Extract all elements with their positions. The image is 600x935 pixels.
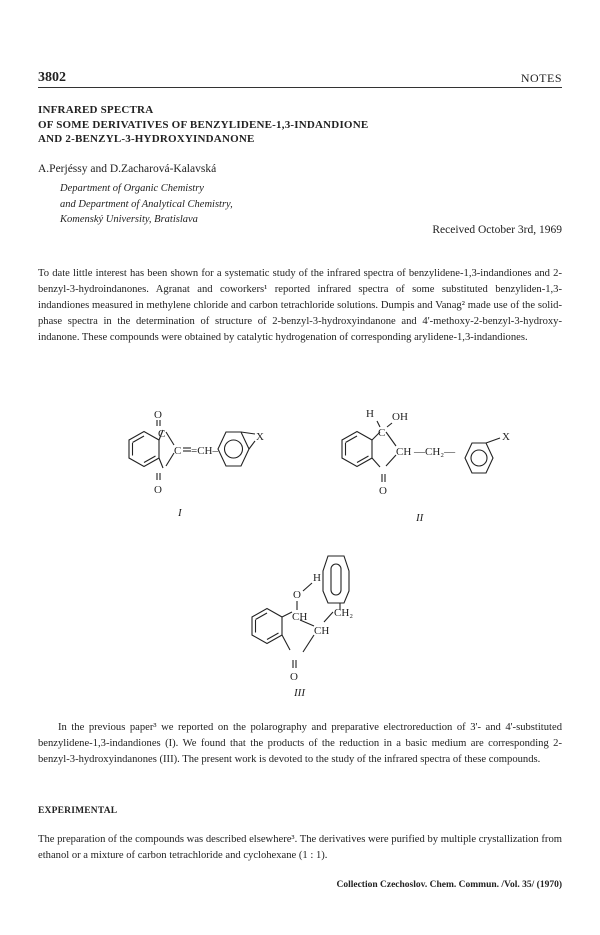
atom-label: X	[502, 431, 510, 443]
atom-label: CH	[314, 625, 330, 637]
page-number: 3802	[38, 70, 66, 85]
atom-label: H	[366, 408, 374, 420]
atom-label: =CH–	[191, 445, 218, 457]
atom-label: OH	[392, 411, 408, 423]
atom-label: C	[378, 427, 386, 439]
structure-label-I: I	[178, 507, 182, 519]
structure-label-III: III	[294, 687, 305, 699]
title-line: INFRARED SPECTRA	[38, 104, 154, 116]
journal-footer: Collection Czechoslov. Chem. Commun. /Vol. 35/ (1970)	[336, 880, 562, 890]
atom-label: CH	[292, 611, 308, 623]
experimental-paragraph: The preparation of the compounds was described elsewhere³. The derivatives were purified by multiple crystallization from ethanol or a mixture of carbon tetrachloride and cyclohexane (1 : 1).	[38, 834, 562, 861]
atom-label: CH₂	[334, 607, 354, 619]
structure-label-II: II	[416, 512, 424, 524]
atom-label: CH	[396, 446, 412, 458]
affiliation-line: Komenský University, Bratislava	[60, 214, 198, 225]
affiliation-line: Department of Organic Chemistry	[60, 183, 204, 194]
atom-label: H	[313, 572, 321, 584]
title-line: OF SOME DERIVATIVES OF BENZYLIDENE-1,3-INDANDIONE	[38, 118, 369, 131]
atom-label: C	[174, 445, 182, 457]
atom-label: O	[293, 589, 301, 601]
atom-label: O	[290, 671, 298, 683]
title-line: AND 2-BENZYL-3-HYDROXYINDANONE	[38, 133, 255, 145]
atom-label: O	[154, 484, 162, 496]
atom-label: —CH₂—	[414, 446, 456, 458]
authors: A.Perjéssy and D.Zacharová-Kalavská	[38, 163, 217, 175]
atom-label: O	[154, 409, 162, 421]
received-date: Received October 3rd, 1969	[432, 224, 562, 236]
body-paragraph	[38, 720, 562, 768]
affiliation-line: and Department of Analytical Chemistry,	[60, 198, 233, 210]
intro-paragraph: To date little interest has been shown for a systematic study of the infrared spectra of benzylidene-1,3-indandiones and 2-benzyl-3-hydroindanones. Agranat and coworkers¹ reported infrared spectra of some substituted benzyliden-1,3-indandiones measured in methylene chloride and carbon tetrachloride solutions. Dumpis and Vanag² made use of the solid-phase spectra in the determination of structure of 2-benzyl-3-hydroxyindanone and 4'-methoxy-2-benzyl-3-hydroxy-indanone. These compounds were obtained by catalytic hydrogenation of corresponding arylidene-1,3-indandiones.	[38, 268, 562, 343]
atom-label: O	[379, 485, 387, 497]
section-label: NOTES	[520, 71, 562, 85]
section-heading: EXPERIMENTAL	[38, 806, 118, 816]
atom-label: C	[158, 428, 166, 440]
atom-label: X	[256, 431, 264, 443]
body-paragraph-text: In the previous paper³ we reported on the polarography and preparative electroreduction of 3'- and 4'-substituted benzylidene-1,3-indandiones (I). We found that the products of the reduction in a basic medium are corresponding 2-benzyl-3-hydroxyindanones (III). The present work is devoted to the study of the infrared spectra of these compounds.	[38, 722, 562, 765]
